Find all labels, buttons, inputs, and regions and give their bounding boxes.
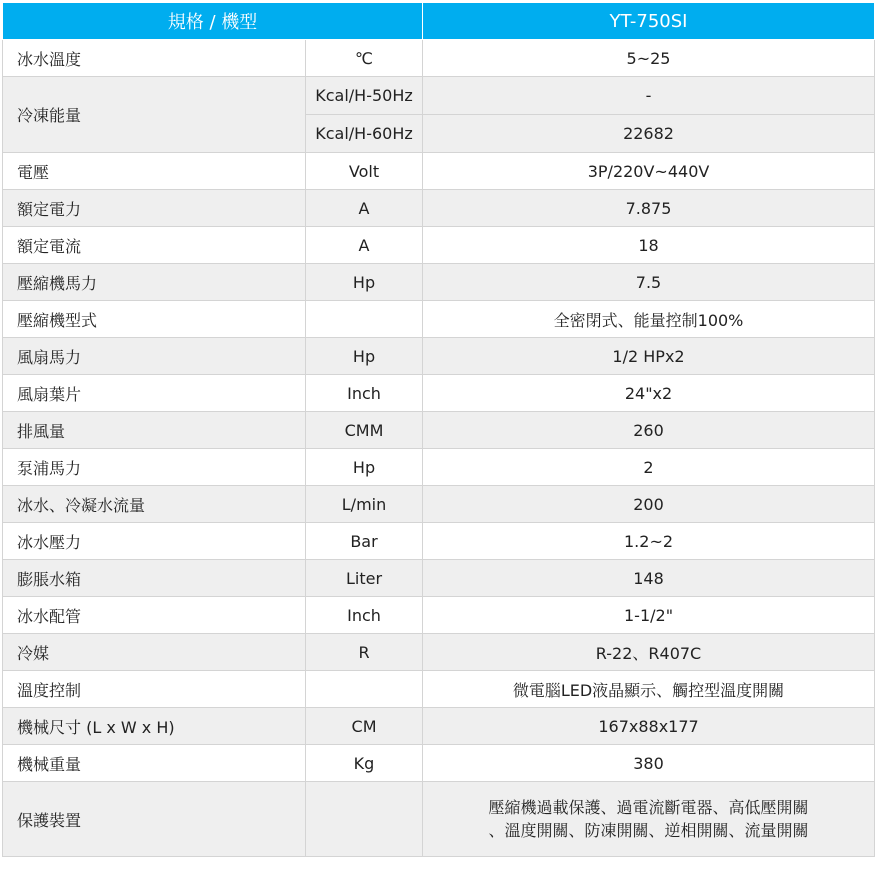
table-row — [3, 708, 875, 745]
table-row — [3, 375, 875, 412]
row-unit: Liter — [306, 560, 423, 597]
row-unit: Kcal/H-50Hz — [306, 77, 423, 115]
row-name: 冷媒 — [3, 634, 306, 671]
row-value: 380 — [423, 745, 875, 782]
row-name: 機械尺寸 (L x W x H) — [3, 708, 306, 745]
row-value: 5~25 — [423, 40, 875, 77]
table-row — [3, 597, 875, 634]
row-value-line: 、溫度開關、防凍開關、逆相開關、流量開關 — [488, 821, 809, 840]
row-value: 1/2 HPx2 — [423, 338, 875, 375]
row-name: 壓縮機型式 — [3, 301, 306, 338]
row-name: 冰水配管 — [3, 597, 306, 634]
model-header: YT-750SI — [423, 3, 875, 40]
row-value: 1-1/2" — [423, 597, 875, 634]
row-unit: A — [306, 190, 423, 227]
row-name: 排風量 — [3, 412, 306, 449]
table-row — [3, 449, 875, 486]
row-name: 溫度控制 — [3, 671, 306, 708]
row-unit — [306, 782, 423, 857]
row-name: 風扇葉片 — [3, 375, 306, 412]
row-name: 冰水壓力 — [3, 523, 306, 560]
row-value: 148 — [423, 560, 875, 597]
table-row — [3, 227, 875, 264]
row-value: 2 — [423, 449, 875, 486]
row-unit: Volt — [306, 153, 423, 190]
table-row — [3, 560, 875, 597]
table-header-row — [3, 3, 875, 40]
spec-table — [2, 2, 875, 857]
row-value-line: 壓縮機過載保護、過電流斷電器、高低壓開關 — [488, 798, 809, 817]
table-row — [3, 264, 875, 301]
row-unit: Kcal/H-60Hz — [306, 115, 423, 153]
row-unit — [306, 671, 423, 708]
row-unit: R — [306, 634, 423, 671]
row-name: 電壓 — [3, 153, 306, 190]
table-row — [3, 153, 875, 190]
row-unit: CMM — [306, 412, 423, 449]
table-row — [3, 486, 875, 523]
row-unit: Inch — [306, 597, 423, 634]
row-unit: Bar — [306, 523, 423, 560]
row-unit — [306, 301, 423, 338]
row-value: R-22、R407C — [423, 634, 875, 671]
spec-label-header: 規格 / 機型 — [3, 3, 423, 40]
table-row — [3, 40, 875, 77]
row-name: 冰水溫度 — [3, 40, 306, 77]
row-name: 額定電力 — [3, 190, 306, 227]
row-value: 24"x2 — [423, 375, 875, 412]
table-row — [3, 412, 875, 449]
row-name: 膨脹水箱 — [3, 560, 306, 597]
row-unit: Hp — [306, 264, 423, 301]
table-row — [3, 338, 875, 375]
row-unit: A — [306, 227, 423, 264]
row-value: - — [423, 77, 875, 115]
row-value — [423, 782, 875, 857]
row-value: 18 — [423, 227, 875, 264]
row-name: 冷凍能量 — [3, 77, 306, 153]
row-unit: Hp — [306, 449, 423, 486]
row-name: 額定電流 — [3, 227, 306, 264]
row-name: 保護裝置 — [3, 782, 306, 857]
row-name: 壓縮機馬力 — [3, 264, 306, 301]
row-value: 167x88x177 — [423, 708, 875, 745]
row-name: 冰水、冷凝水流量 — [3, 486, 306, 523]
row-name: 機械重量 — [3, 745, 306, 782]
row-value: 260 — [423, 412, 875, 449]
table-row — [3, 77, 875, 115]
row-unit: ℃ — [306, 40, 423, 77]
row-unit: L/min — [306, 486, 423, 523]
row-unit: Hp — [306, 338, 423, 375]
row-value: 7.875 — [423, 190, 875, 227]
table-row — [3, 301, 875, 338]
row-value: 3P/220V~440V — [423, 153, 875, 190]
table-row — [3, 523, 875, 560]
row-value: 全密閉式、能量控制100% — [423, 301, 875, 338]
table-row — [3, 671, 875, 708]
row-value: 200 — [423, 486, 875, 523]
row-unit: CM — [306, 708, 423, 745]
table-row — [3, 190, 875, 227]
row-unit: Inch — [306, 375, 423, 412]
row-value: 7.5 — [423, 264, 875, 301]
row-name: 泵浦馬力 — [3, 449, 306, 486]
row-value: 1.2~2 — [423, 523, 875, 560]
table-row — [3, 745, 875, 782]
row-value: 微電腦LED液晶顯示、觸控型溫度開關 — [423, 671, 875, 708]
row-unit: Kg — [306, 745, 423, 782]
table-row — [3, 634, 875, 671]
row-name: 風扇馬力 — [3, 338, 306, 375]
table-row — [3, 782, 875, 857]
row-value: 22682 — [423, 115, 875, 153]
